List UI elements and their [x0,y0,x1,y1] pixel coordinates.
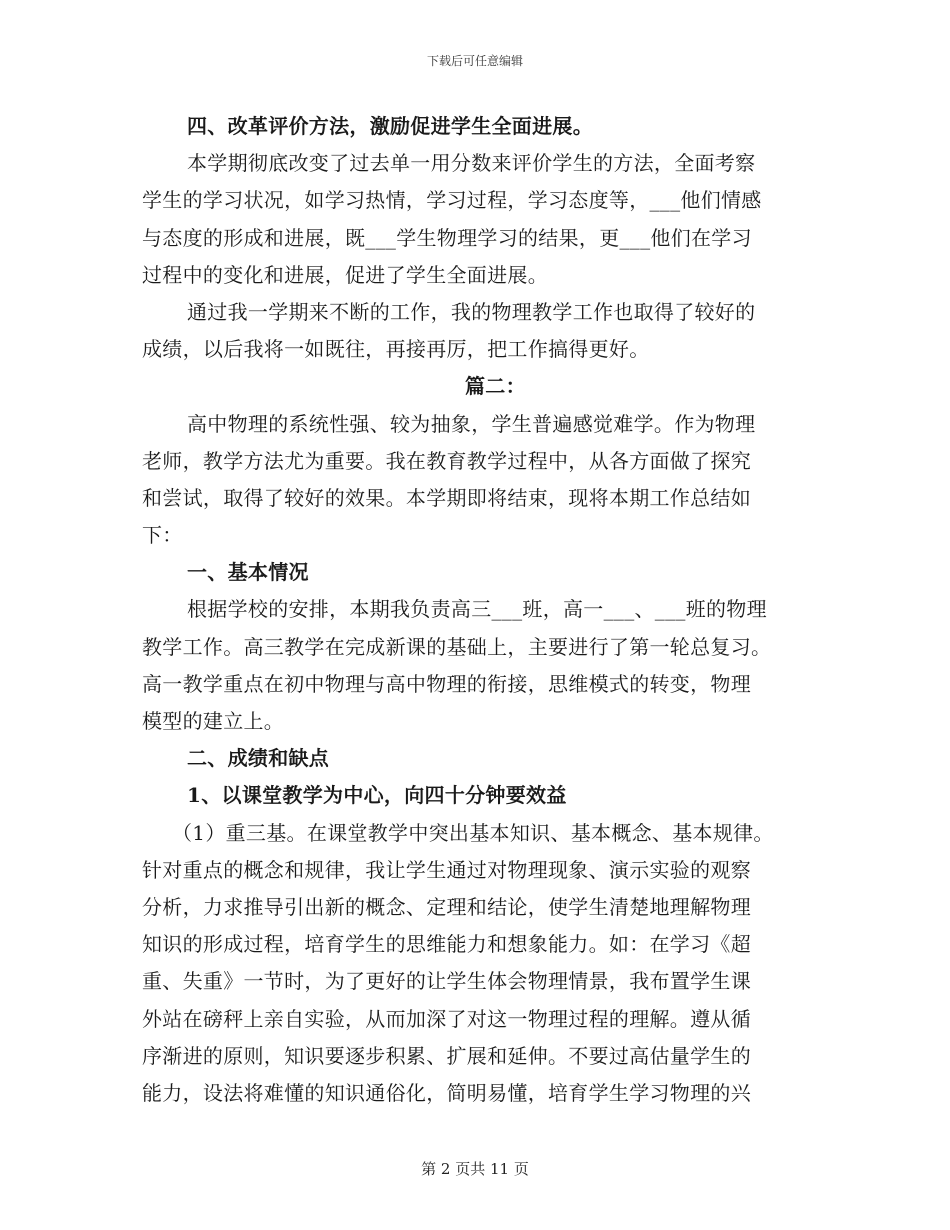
paragraph-line: 过程中的变化和进展，促进了学生全面进展。 [142,262,548,287]
paragraph-line: 教学工作。高三教学在完成新课的基础上，主要进行了第一轮总复习。 [142,634,772,659]
paragraph-line: 本学期彻底改变了过去单一用分数来评价学生的方法，全面考察 [187,151,756,176]
paragraph-line: 和尝试，取得了较好的效果。本学期即将结束，现将本期工作总结如 [142,485,751,510]
page-header: 下载后可任意编辑 [426,54,523,68]
paragraph-line: 根据学校的安排，本期我负责高三___班，高一___、___班的物理 [187,597,767,622]
paragraph-line: 针对重点的概念和规律，我让学生通过对物理现象、演示实验的观察 [142,857,751,882]
subsection-heading: 1、以课堂教学为中心，向四十分钟要效益 [187,783,567,808]
paragraph-line: 老师，教学方法尤为重要。我在教育教学过程中，从各方面做了探究 [142,448,751,473]
document-body [142,108,812,1112]
paragraph-line: （1）重三基。在课堂教学中突出基本知识、基本概念、基本规律。 [172,820,774,845]
paragraph-line: 外站在磅秤上亲自实验，从而加深了对这一物理过程的理解。遵从循 [142,1006,751,1031]
section-heading: 一、基本情况 [187,560,309,585]
paragraph-line: 分析，力求推导引出新的概念、定理和结论，使学生清楚地理解物理 [142,894,751,919]
paragraph-line: 模型的建立上。 [142,709,285,733]
paragraph-line: 成绩，以后我将一如既往，再接再厉，把工作搞得更好。 [142,337,650,362]
paragraph-line: 重、失重》一节时，为了更好的让学生体会物理情景，我布置学生课 [142,969,751,994]
paragraph-line: 序渐进的原则，知识要逐步积累、扩展和延伸。不要过高估量学生的 [142,1043,751,1068]
paragraph-line: 高中物理的系统性强、较为抽象，学生普遍感觉难学。作为物理 [187,411,756,436]
paragraph-line: 知识的形成过程，培育学生的思维能力和想象能力。如：在学习《超 [142,932,751,957]
paragraph-line: 能力，设法将难懂的知识通俗化，简明易懂，培育学生学习物理的兴 [142,1080,751,1105]
section-heading: 四、改革评价方法，激励促进学生全面进展。 [187,114,593,138]
paragraph-line: 下： [142,523,183,548]
section-heading: 二、成绩和缺点 [187,746,330,771]
part-title: 篇二： [465,374,526,399]
paragraph-line: 学生的学习状况，如学习热情，学习过程，学习态度等，___他们情感 [142,188,762,213]
page-footer: 第 2 页共 11 页 [421,1160,529,1178]
paragraph-line: 与态度的形成和进展，既___学生物理学习的结果，更___他们在学习 [142,225,752,250]
paragraph-line: 高一教学重点在初中物理与高中物理的衔接，思维模式的转变，物理 [142,671,751,696]
paragraph-line: 通过我一学期来不断的工作，我的物理教学工作也取得了较好的 [187,299,756,324]
